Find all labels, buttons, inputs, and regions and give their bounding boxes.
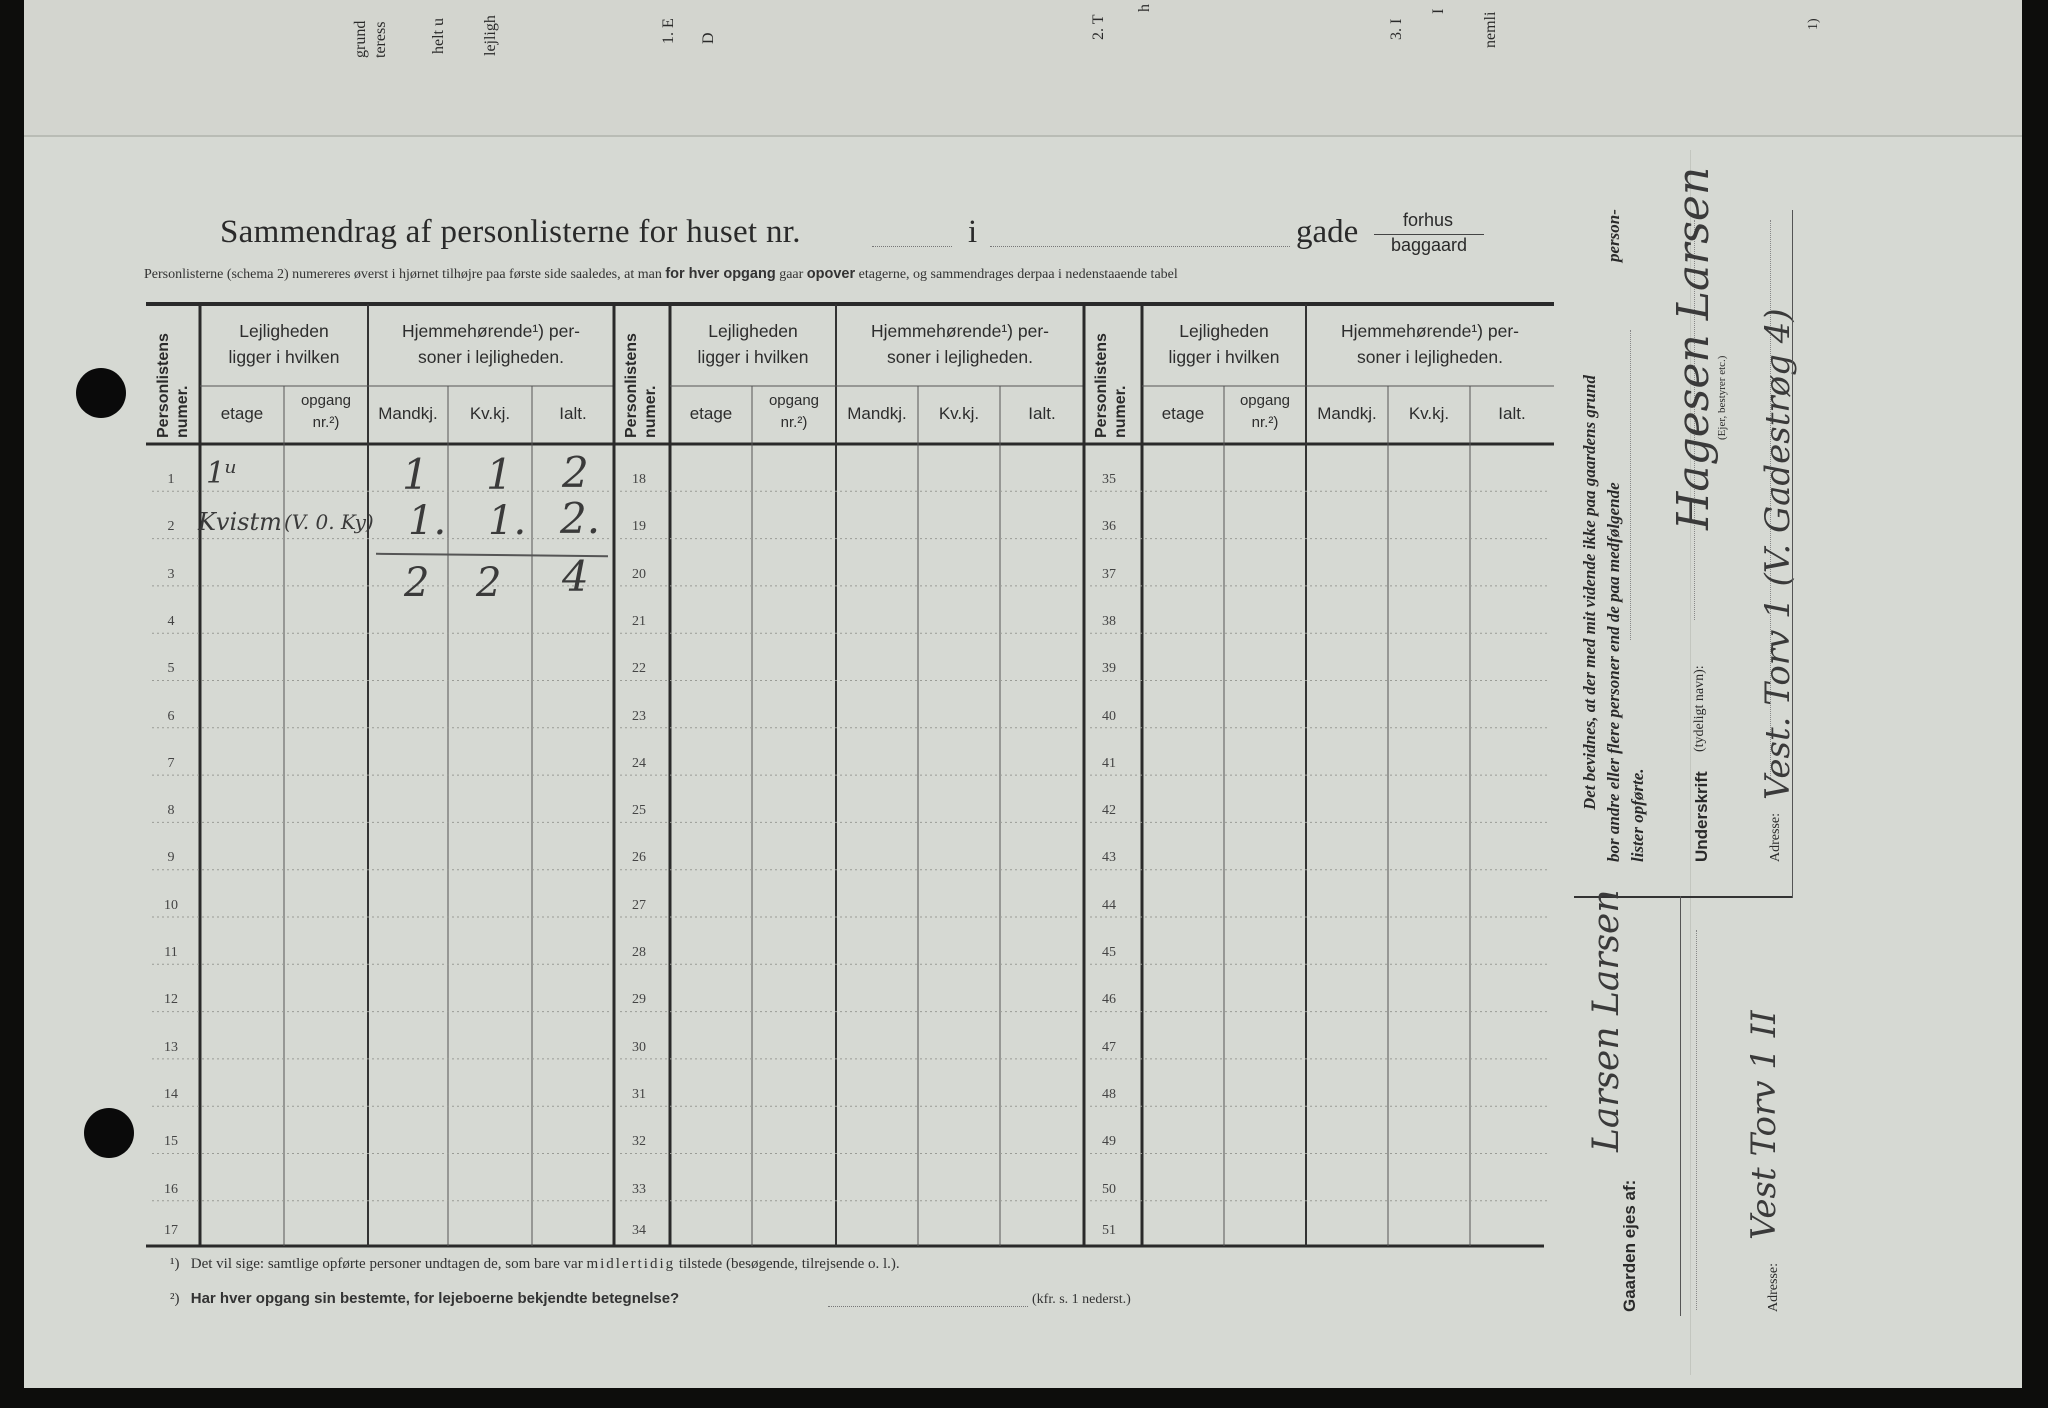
title-baggaard: baggaard (1374, 234, 1484, 256)
header-ialt: Ialt. (559, 404, 587, 423)
owner-label: Gaarden ejes af: (1620, 1179, 1639, 1312)
header-opgang-2: nr.²) (780, 414, 808, 431)
flap-fragment: nemli (1482, 11, 1499, 48)
row-number: 13 (164, 1039, 178, 1055)
flap-fragment: helt u (430, 18, 447, 54)
entry-opgang: (V. 0. Ky) (284, 510, 374, 534)
row-number: 6 (167, 708, 175, 724)
entry-ialt: 2 (562, 448, 589, 497)
row-number: 11 (164, 945, 178, 960)
owner-addr-label: Adresse: (1766, 1263, 1781, 1312)
row-number: 36 (1102, 519, 1116, 535)
header-hjemme-2: soner i lejligheden. (418, 347, 564, 367)
row-number: 7 (167, 755, 175, 771)
row-number: 25 (632, 803, 646, 819)
entry-etage: Kvistm (198, 508, 282, 536)
row-number: 26 (632, 850, 646, 866)
flap-fragment: teress (372, 21, 389, 58)
row-number: 24 (632, 755, 646, 771)
adresse-label: Adresse: (1768, 813, 1783, 862)
row-number: 45 (1102, 945, 1116, 960)
header-person-number: Personlistens numer. (1093, 333, 1129, 438)
title-forhus: forhus (1402, 210, 1454, 230)
row-number: 42 (1102, 803, 1116, 819)
footnote-1: ¹) Det vil sige: samtlige opførte personer undtagen de, som bare var midlertidig tilstede (besøgende, tilrejsende o. l.). (170, 1256, 900, 1272)
row-number: 14 (164, 1086, 178, 1102)
header-lejlighed-2: ligger i hvilken (228, 347, 340, 367)
row-number: 22 (632, 661, 646, 677)
side-divider-vertical (1680, 896, 1681, 1316)
row-number: 35 (1102, 472, 1116, 487)
flap-fragment: I (1430, 8, 1447, 14)
row-number: 49 (1102, 1134, 1116, 1150)
footnote-2-ref: (kfr. s. 1 nederst.) (1032, 1292, 1131, 1307)
row-number: 21 (632, 613, 646, 629)
flap-fragment: 2. T (1090, 14, 1107, 40)
side-edge-line (1792, 210, 1793, 898)
entry-mandkj: 1. (408, 498, 447, 544)
row-number: 1 (167, 472, 175, 487)
row-number: 34 (632, 1222, 646, 1238)
header-opgang-1: opgang (300, 392, 352, 409)
certify-blank (1630, 330, 1631, 640)
header-etage: etage (1161, 404, 1205, 423)
row-number: 8 (167, 803, 175, 819)
row-number: 32 (632, 1134, 646, 1150)
row-number: 47 (1102, 1039, 1116, 1055)
flap-fragment: grund (352, 20, 369, 58)
header-hjemme-2: soner i lejligheden. (887, 347, 1033, 367)
header-mandkj: Mandkj. (847, 404, 907, 423)
title-gade: gade (1296, 214, 1359, 250)
owner-value: Larsen Larsen (1586, 889, 1627, 1152)
header-lejlighed-1: Lejligheden (239, 321, 329, 341)
header-kvkj: Kv.kj. (469, 404, 511, 423)
row-number: 10 (164, 897, 178, 913)
owner-signature: Hagesen Larsen (1668, 166, 1719, 530)
header-lejlighed-1: Lejligheden (708, 321, 798, 341)
adresse-value: Vest. Torv 1 (V. Gadestrøg 4) (1758, 308, 1798, 800)
header-opgang-2: nr.²) (1251, 414, 1279, 431)
row-number: 41 (1102, 755, 1116, 771)
row-number: 51 (1102, 1222, 1116, 1238)
row-number: 33 (632, 1181, 646, 1197)
row-number: 31 (632, 1086, 646, 1102)
flap-fragment: lejligh (482, 15, 499, 56)
row-number: 3 (167, 566, 175, 582)
header-kvkj: Kv.kj. (938, 404, 980, 423)
header-lejlighed-2: ligger i hvilken (1168, 347, 1280, 367)
row-number: 27 (632, 897, 646, 913)
ejer-hint: (Ejer, bestyrer etc.) (1716, 355, 1728, 440)
header-etage: etage (689, 404, 733, 423)
row-number: 44 (1102, 897, 1116, 913)
row-number: 2 (167, 519, 175, 535)
row-number: 18 (632, 472, 646, 487)
certify-line-2: bor andre eller flere personer end de paa medfølgende (1604, 482, 1623, 862)
row-number: 15 (164, 1134, 178, 1150)
header-opgang-2: nr.²) (312, 414, 340, 431)
row-number: 48 (1102, 1086, 1116, 1102)
owner-blank (1696, 930, 1697, 1310)
entry-total-ialt: 4 (562, 552, 589, 601)
header-hjemme-1: Hjemmehørende¹) per- (402, 321, 580, 341)
header-ialt: Ialt. (1028, 404, 1056, 423)
header-person-number: Personlistens numer. (155, 333, 191, 438)
row-number: 16 (164, 1181, 178, 1197)
header-etage: etage (220, 404, 264, 423)
underskrift-label: Underskrift (1692, 771, 1711, 862)
header-mandkj: Mandkj. (378, 404, 438, 423)
header-mandkj: Mandkj. (1317, 404, 1377, 423)
row-number: 19 (632, 519, 646, 535)
entry-kvkj: 1 (486, 450, 513, 499)
row-number: 30 (632, 1039, 646, 1055)
certify-line-1: Det bevidnes, at der med mit vidende ikke paa gaardens grund (1580, 375, 1599, 810)
underskrift-hint: (tydeligt navn): (1692, 665, 1707, 752)
row-number: 9 (167, 850, 175, 866)
title-i: i (968, 214, 978, 250)
row-number: 39 (1102, 661, 1116, 677)
header-lejlighed-1: Lejligheden (1179, 321, 1269, 341)
entry-mandkj: 1 (402, 450, 429, 499)
row-number: 40 (1102, 708, 1116, 724)
header-lejlighed-2: ligger i hvilken (697, 347, 809, 367)
row-number: 5 (167, 661, 175, 677)
flap-fragment: 1) (1806, 18, 1821, 30)
row-number: 4 (167, 613, 175, 629)
header-opgang-1: opgang (1239, 392, 1291, 409)
row-number: 23 (632, 708, 646, 724)
entry-kvkj: 1. (488, 498, 527, 544)
entry-ialt: 2. (560, 494, 601, 543)
row-number: 50 (1102, 1181, 1116, 1197)
row-number: 46 (1102, 992, 1116, 1008)
certify-line-3: lister opførte. (1628, 768, 1647, 862)
entry-etage: 1ᵘ (206, 456, 238, 491)
flap-fragment: h (1136, 4, 1153, 12)
row-number: 28 (632, 945, 646, 960)
instruction-text: Personlisterne (schema 2) numereres øverst i hjørnet tilhøjre paa første side saaledes, at man for hver opgang gaar opover etagerne, og sammendrages derpaa i nedenstaaende tabel (144, 266, 1178, 282)
row-number: 20 (632, 566, 646, 582)
header-hjemme-1: Hjemmehørende¹) per- (1341, 321, 1519, 341)
owner-addr-value: Vest Torv 1 II (1744, 1010, 1784, 1240)
entry-total-kvkj: 2 (476, 560, 502, 606)
header-hjemme-2: soner i lejligheden. (1357, 347, 1503, 367)
certify-line-2b: person- (1604, 209, 1623, 262)
row-number: 38 (1102, 613, 1116, 629)
row-number: 29 (632, 992, 646, 1008)
flap-fragment: D (700, 32, 717, 44)
header-opgang-1: opgang (768, 392, 820, 409)
header-kvkj: Kv.kj. (1408, 404, 1450, 423)
footnote-2: ²) Har hver opgang sin bestemte, for lejeboerne bekjendte betegnelse? (170, 1290, 680, 1307)
entry-total-mandkj: 2 (404, 560, 430, 606)
header-person-number: Personlistens numer. (623, 333, 659, 438)
flap-fragment: 1. E (660, 18, 677, 44)
row-number: 12 (164, 992, 178, 1008)
header-hjemme-1: Hjemmehørende¹) per- (871, 321, 1049, 341)
row-number: 43 (1102, 850, 1116, 866)
header-ialt: Ialt. (1498, 404, 1526, 423)
footnote-2-blank (828, 1306, 1028, 1307)
row-number: 17 (164, 1222, 178, 1238)
row-number: 37 (1102, 566, 1116, 582)
form-title: Sammendrag af personlisterne for huset nr. (220, 214, 801, 250)
flap-fragment: 3. I (1388, 18, 1405, 40)
